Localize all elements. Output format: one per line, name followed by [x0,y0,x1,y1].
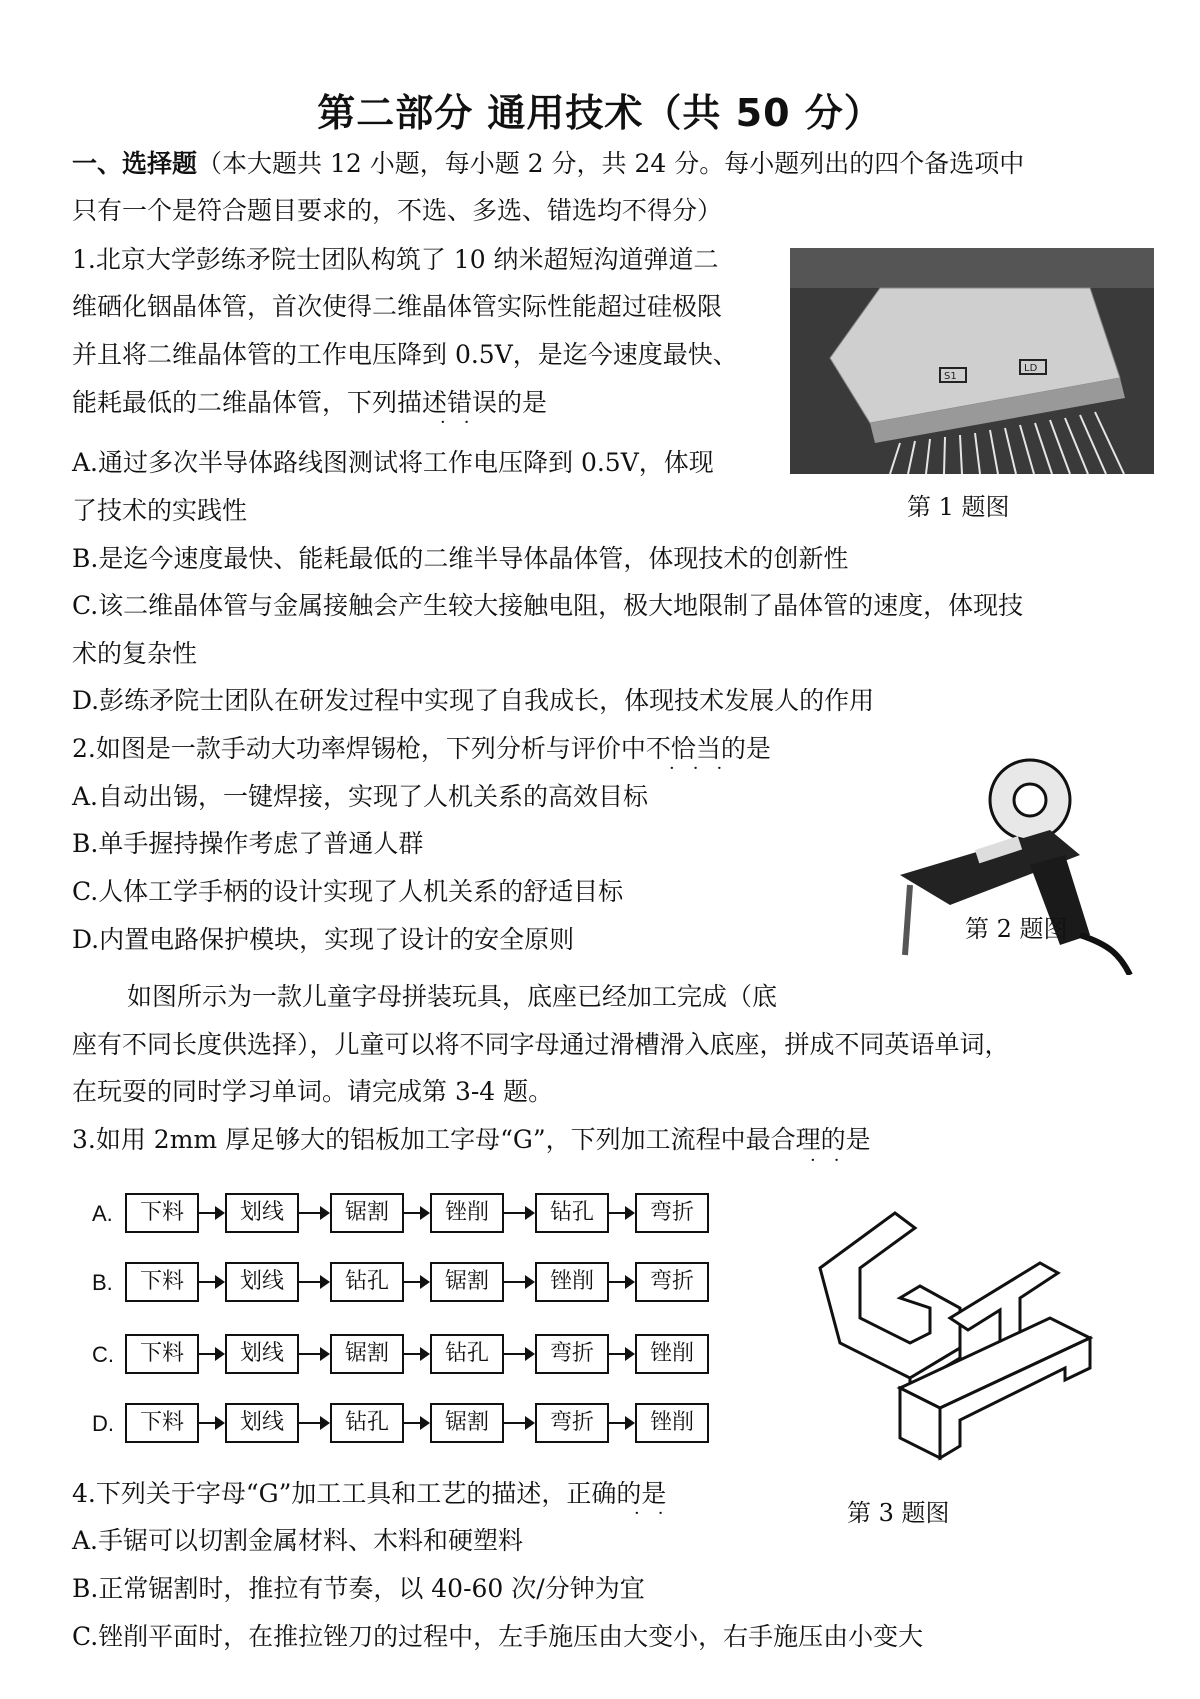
q4-option-b: B.正常锯割时，推拉有节奏，以 40-60 次/分钟为宜 [72,1574,645,1603]
q2-option-a: A.自动出锡，一键焊接，实现了人机关系的高效目标 [72,782,649,811]
q2-option-b: B.单手握持操作考虑了普通人群 [72,829,424,858]
flow-step-box: 锉削 [430,1193,504,1233]
chip-label: LD [1024,363,1038,374]
flow-arrow [299,1212,328,1214]
flow-arrow [404,1353,428,1355]
flow-step-box: 锉削 [635,1403,709,1443]
flow-step-box: 钻孔 [535,1193,609,1233]
section-intro-line-2: 只有一个是符合题目要求的，不选、多选、错选均不得分） [72,196,723,225]
flow-arrow [404,1422,428,1424]
flow-step-box: 钻孔 [430,1334,504,1374]
flow-step-box: 下料 [125,1193,199,1233]
flow-step-box: 下料 [125,1334,199,1374]
flow-arrow [504,1281,533,1283]
section-intro-text: （本大题共 12 小题，每小题 2 分，共 24 分。每小题列出的四个备选项中 [197,149,1025,178]
flow-step-box: 划线 [225,1262,299,1302]
flow-step-box: 划线 [225,1193,299,1233]
q1-option-c: C.该二维晶体管与金属接触会产生较大接触电阻，极大地限制了晶体管的速度，体现技 [72,591,1024,620]
q1-caption: 第 1 题图 [907,493,1010,521]
flow-option-label: D. [92,1411,114,1436]
q1-option-b: B.是迄今速度最快、能耗最低的二维半导体晶体管，体现技术的创新性 [72,544,849,573]
flow-arrow [504,1212,533,1214]
flow-step-box: 锯割 [430,1403,504,1443]
q4-option-c: C.锉削平面时，在推拉锉刀的过程中，左手施压由大变小，右手施压由小变大 [72,1622,924,1651]
flow-step-box: 弯折 [535,1403,609,1443]
flow-arrow [404,1212,428,1214]
q3-stem: 3.如用 2mm 厚足够大的铝板加工字母“G”，下列加工流程中最合理的是 [72,1125,871,1154]
flow-arrow [199,1422,223,1424]
flow-step-box: 下料 [125,1262,199,1302]
q1-option-d: D.彭练矛院士团队在研发过程中实现了自我成长，体现技术发展人的作用 [72,686,875,715]
q2-caption: 第 2 题图 [965,915,1068,943]
flow-step-box: 锉削 [635,1334,709,1374]
chip-label: S1 [944,371,957,382]
flow-arrow [504,1422,533,1424]
flow-step-box: 锯割 [330,1193,404,1233]
q1-option-a: A.通过多次半导体路线图测试将工作电压降到 0.5V，体现 [72,448,714,477]
flow-option-label: A. [92,1201,113,1226]
emphasis-dots: ·· [634,1503,682,1524]
section-intro [72,146,1024,182]
flow-arrow [199,1212,223,1214]
q1-stem-line: 能耗最低的二维晶体管，下列描述错误的是 [72,388,548,417]
flow-step-box: 锉削 [535,1262,609,1302]
flow-step-box: 弯折 [535,1334,609,1374]
flow-step-box: 下料 [125,1403,199,1443]
flow-arrow [199,1353,223,1355]
material-line: 座有不同长度供选择），儿童可以将不同字母通过滑槽滑入底座，拼成不同英语单词， [72,1030,1010,1059]
q1-stem-line: 并且将二维晶体管的工作电压降到 0.5V，是迄今速度最快、 [72,340,738,369]
q2-option-d: D.内置电路保护模块，实现了设计的安全原则 [72,925,575,954]
q1-option-a-cont: 了技术的实践性 [72,496,248,525]
flow-step-box: 锯割 [430,1262,504,1302]
flow-step-box: 锯割 [330,1334,404,1374]
emphasis-dots: ··· [669,758,741,779]
q1-stem-line: 1.北京大学彭练矛院士团队构筑了 10 纳米超短沟道弹道二 [72,245,719,274]
flow-arrow [299,1281,328,1283]
flow-arrow [504,1353,533,1355]
letter-toy-illustration [800,1168,1100,1468]
page-title: 第二部分 通用技术（共 50 分） [317,91,883,135]
flow-arrow [609,1422,633,1424]
chip-illustration [790,248,1154,474]
flow-arrow [299,1422,328,1424]
q2-stem: 2.如图是一款手动大功率焊锡枪，下列分析与评价中不恰当的是 [72,734,771,763]
emphasis-dots: ·· [440,412,488,433]
q4-stem: 4.下列关于字母“G”加工工具和工艺的描述，正确的是 [72,1479,667,1508]
flow-step-box: 弯折 [635,1262,709,1302]
section-heading: 一、选择题 [72,149,198,178]
flow-step-box: 弯折 [635,1193,709,1233]
flow-arrow [299,1353,328,1355]
flow-step-box: 钻孔 [330,1262,404,1302]
flow-arrow [609,1212,633,1214]
flow-option-label: C. [92,1342,114,1367]
flow-step-box: 划线 [225,1334,299,1374]
q3-caption: 第 3 题图 [847,1499,950,1527]
emphasis-dots: ·· [810,1150,858,1171]
flow-arrow [609,1281,633,1283]
flow-step-box: 划线 [225,1403,299,1443]
flow-arrow [199,1281,223,1283]
flow-option-label: B. [92,1270,113,1295]
flow-arrow [404,1281,428,1283]
q1-option-c-cont: 术的复杂性 [72,639,198,668]
material-line: 在玩耍的同时学习单词。请完成第 3-4 题。 [72,1077,554,1106]
q2-option-c: C.人体工学手柄的设计实现了人机关系的舒适目标 [72,877,624,906]
material-line: 如图所示为一款儿童字母拼装玩具，底座已经加工完成（底 [127,982,778,1011]
flow-arrow [609,1353,633,1355]
flow-step-box: 钻孔 [330,1403,404,1443]
q1-chip-photo [790,248,1154,474]
q4-option-a: A.手锯可以切割金属材料、木料和硬塑料 [72,1526,524,1555]
q1-stem-line: 维硒化铟晶体管，首次使得二维晶体管实际性能超过硅极限 [72,292,723,321]
